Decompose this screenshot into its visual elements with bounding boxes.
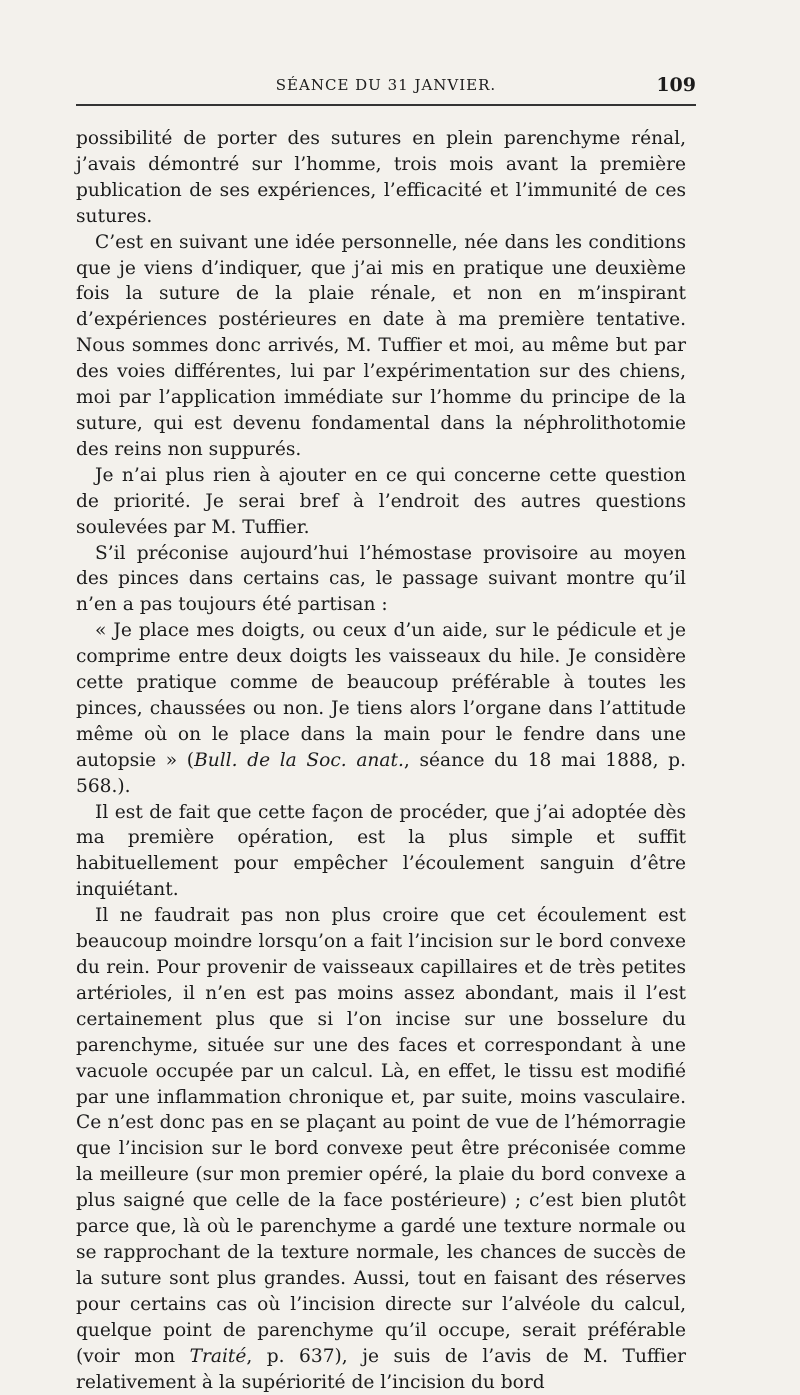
citation-title: Bull. de la Soc. anat. bbox=[194, 749, 404, 771]
running-head bbox=[76, 74, 696, 102]
paragraph bbox=[76, 903, 686, 1395]
running-title: SÉANCE DU 31 JANVIER. bbox=[275, 76, 497, 94]
paragraph: C’est en suivant une idée personnelle, née dans les conditions que je viens d’indiquer, que j’ai mis en pratique une deuxième fois la suture de la plaie rénale, et non en m’inspirant d’expériences postérieures en date à ma première tentative. Nous sommes donc arrivés, M. Tuffier et moi, au même but par des voies différentes, lui par l’expérimentation sur des chiens, moi par l’application immédiate sur l’homme du principe de la suture, qui est devenu fondamental dans la néphrolithotomie des reins non suppurés. bbox=[76, 231, 686, 460]
paragraph: Je n’ai plus rien à ajouter en ce qui concerne cette question de priorité. Je serai bref à l’endroit des autres questions soulevées par M. Tuffier. bbox=[76, 464, 686, 538]
paragraph-text: , p. 637), je suis de l’avis de M. Tuffier relativement à la supériorité de l’incision du bord bbox=[76, 1345, 686, 1393]
paragraph: Il est de fait que cette façon de procéder, que j’ai adoptée dès ma première opération, est la plus simple et suffit habituellement pour empêcher l’écoulement sanguin d’être inquiétant. bbox=[76, 801, 686, 901]
body-text bbox=[76, 126, 686, 1395]
paragraph-continued: possibilité de porter des sutures en plein parenchyme rénal, j’avais démontré sur l’homme, trois mois avant la première publication de ses expériences, l’efficacité et l’immunité de ces sutures. bbox=[76, 128, 686, 227]
page-number: 109 bbox=[656, 74, 696, 96]
paragraph-text: Il ne faudrait pas non plus croire que cet écoulement est beaucoup moindre lorsqu’on a fait l’incision sur le bord convexe du rein. Pour provenir de vaisseaux capillaires et de très petites artérioles, il n’en est pas moins assez abondant, mais il l’est certainement plus que si l’on incise sur une bosselure du parenchyme, située sur une des faces et correspondant à une vacuole occupée par un calcul. Là, en effet, le tissu est modifié par une inflammation chronique et, par suite, moins vasculaire. Ce n’est donc pas en se plaçant au point de vue de l’hémorragie que l’incision sur le bord convexe peut être préconisée comme la meilleure (sur mon premier opéré, la plaie du bord convexe a plus saigné que celle de la face postérieure) ; c’est bien plutôt parce que, là où le parenchyme a gardé une texture normale ou se rapprochant de la texture normale, les chances de succès de la suture sont plus grandes. Aussi, tout en faisant des réserves pour certains cas où l’incision directe sur l’alvéole du calcul, quelque point de parenchyme qu’il occupe, serait préférable (voir mon bbox=[76, 905, 686, 1367]
paragraph-quotation bbox=[76, 618, 686, 799]
citation-title: Traité bbox=[189, 1345, 247, 1367]
header-rule bbox=[76, 104, 696, 106]
paragraph: S’il préconise aujourd’hui l’hémostase provisoire au moyen des pinces dans certains cas, le passage suivant montre qu’il n’en a pas toujours été partisan : bbox=[76, 542, 686, 616]
quotation-text: « Je place mes doigts, ou ceux d’un aide, sur le pédicule et je comprime entre deux doigts les vaisseaux du hile. Je considère cette pratique comme de beaucoup préférable à toutes les pinces, chaussées ou non. Je tiens alors l’organe dans l’attitude même où on le place dans la main pour le fendre dans une autopsie » ( bbox=[76, 620, 686, 771]
citation-details: , séance du 18 mai 1888, p. 568.). bbox=[76, 749, 686, 797]
